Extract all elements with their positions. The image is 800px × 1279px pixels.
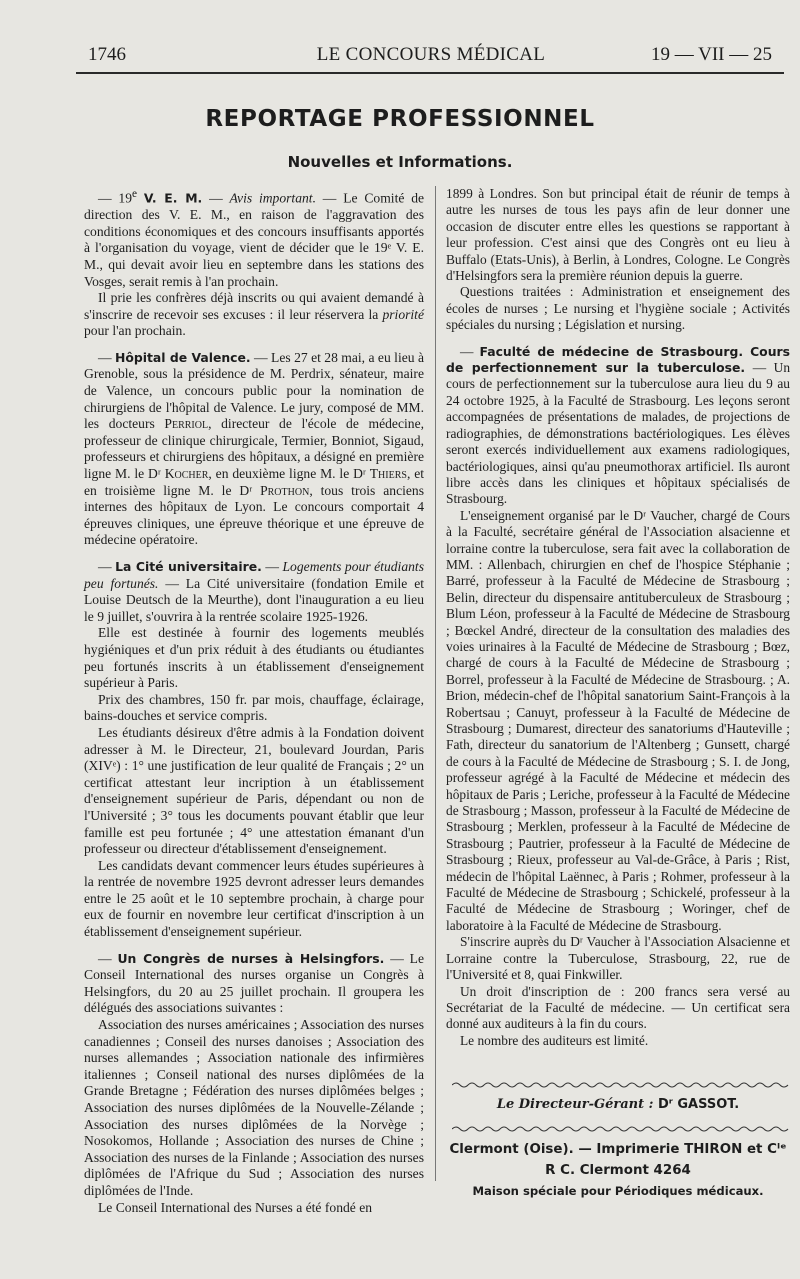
strasbourg-paragraph-2: L'enseignement organisé par le Dʳ Vaucher, chargé de Cours à la Faculté, secrétaire général de l'Association alsacienne et lorraine contre la tuberculose, sera fait avec la collaboration de MM. : Allenbach, chirurgien en chef de l'hospice Stéphanie ; Barré, professeur à la Faculté de Médecine de Strasbourg ; Belin, directeur du dispensaire antituberculeux de Strasbourg ; Blum Léon, professeur à la Faculté de Médecine de Strasbourg ; Bœckel André, directeur de la consultation des maladies des voies urinaires à la Faculté de Médecine de Strasbourg ; Bœz, chargé de cours à la Faculté de Médecine de Strasbourg ; Borrel, professeur à la Faculté de Médecine de Strasbourg. ; A. Brion, médecin-chef de l'hôpital sanatorium Saint-François à la Robertsau ; Canuyt, professeur à la Faculté de Médecine de Strasbourg ; Dumarest, directeur des sanatoriums d'Hauteville ; Fath, directeur du sanatorium de l'Altenberg ; Gunsett, chargé de cours à la Faculté de Médecine de Strasbourg ; S. I. de Jong, professeur agrégé à la Faculté de Médecine et médecin des hôpitaux de Paris ; Leriche, professeur à la Faculté de Médecine de Strasbourg ; Masson, professeur à la Faculté de Médecine de Strasbourg ; Merklen, professeur à la Faculté de Médecine de Strasbourg ; Pautrier, professeur à la Faculté de Médecine de Strasbourg ; Rieux, professeur au Val-de-Grâce, à Paris ; Rist, médecin de l'hôpital Laënnec, à Paris ; Rohmer, professeur à la Faculté de Médecine de Strasbourg ; Schickelé, professeur à la Faculté de Médecine de Strasbourg ; Woringer, chef de laboratoire à la Faculté de Médecine de Strasbourg. (446, 507, 790, 933)
running-header (80, 44, 782, 70)
congres-paragraph-3: Le Conseil International des Nurses a été fondé en (98, 1199, 373, 1215)
wavy-separator-bottom (452, 1124, 790, 1134)
page-number: 1746 (88, 44, 126, 65)
cite-heading: La Cité universitaire. (115, 559, 262, 574)
left-column (84, 186, 424, 1216)
vem-paragraph-2: Il prie les confrères déjà inscrits ou qui avaient demandé à s'inscrire de recevoir ses excuses : il leur réservera la priorité pour l'an prochain. (84, 290, 424, 339)
issue-date: 19 — VII — 25 (650, 44, 772, 65)
registration-line: R C. Clermont 4264 (545, 1163, 691, 1178)
congres-continuation: 1899 à Londres. Son but principal était de réunir de temps à autre les nurses de tous les pays afin de leur donner une occasion de discuter entre elles les questions se rapportant à leur profession. C'est ainsi que des Congrès ont eu lieu à Buffalo (Etats-Unis), à Berlin, à Londres, Cologne. Le Congrès d'Helsingfors sera la première réunion depuis la guerre. (446, 186, 790, 284)
journal-name: LE CONCOURS MÉDICAL (316, 44, 546, 65)
valence-heading: Hôpital de Valence. (115, 349, 251, 365)
strasbourg-paragraph-3: S'inscrire auprès du Dʳ Vaucher à l'Association Alsacienne et Lorraine contre la Tuberculose, Strasbourg, 22, rue de l'Université et 8, quai Finkwiller. (446, 934, 790, 983)
strasbourg-paragraph-5: Le nombre des auditeurs est limité. (460, 1032, 649, 1048)
cite-paragraph-4: Les étudiants désireux d'être admis à la Fondation doivent adresser à M. le Directeur, 21, boulevard Jourdan, Paris (XIVᵉ) : 1° une justification de leur qualité de Français ; 2° un certificat attestant leur incription à un établissement d'enseignement supérieur de Paris, dépendant ou non de l'Université ; 3° tous les documents pouvant établir que leur famille est peu fortunée ; 4° une attestation émanant d'un professeur ou directeur d'établissement d'enseignement. (84, 724, 424, 857)
wavy-separator-top (452, 1080, 790, 1090)
right-column (446, 186, 790, 1049)
vem-article: — 19e V. E. M. — Avis important. — Le Comité de direction des V. E. M., en raison de l'aggravation des conditions économiques et des concours insuffisants apportés à l'organisation du voyage, vient de décider que le 19ᵉ V. E. M., qui devait avoir lieu en septembre dans les stations des Vosges, serait remis à l'an prochain. (84, 188, 425, 289)
section-subtitle: Nouvelles et Informations. (287, 153, 513, 171)
congres-paragraph-2: Association des nurses américaines ; Association des nurses canadiennes ; Conseil des nurses danoises ; Association des nurses allemandes ; Association nationale des infirmières italiennes ; Conseil national des nurses diplômées de la Grande Bretagne ; Fédération des nurses diplômées belges ; Association des nurses diplômées de la Nouvelle-Zélande ; Association des nurses diplômées de la Norvège ; Nosokomos, Hollande ; Association des nurses de Chine ; Association des nurses de la Finlande ; Association des nurses diplômées de l'Afrique du Sud ; Association des nurses diplômées de l'Inde. (84, 1017, 424, 1198)
column-divider (435, 186, 436, 1181)
specialty-line: Maison spéciale pour Périodiques médicaux. (472, 1184, 764, 1198)
congres-article: — Un Congrès de nurses à Helsingfors. — Le Conseil International des nurses organise un Congrès à Helsingfors, du 20 au 25 juillet prochain. Il groupera les délégués des associations suivantes : (84, 950, 425, 1016)
strasbourg-paragraph-4: Un droit d'inscription de : 200 francs sera versé au Secrétariat de la Faculté de médecine. — Un certificat sera donné aux auditeurs à la fin du cours. (446, 983, 790, 1032)
congres-questions: Questions traitées : Administration et enseignement des écoles de nurses ; Le nursing et l'hygiène sociale ; Activités spéciales du nursing ; Législation et nursing. (446, 284, 790, 333)
strasbourg-heading: Faculté de médecine de Strasbourg. Cours de perfectionnement sur la tuberculose. (446, 343, 790, 376)
valence-article: — Hôpital de Valence. — Les 27 et 28 mai, a eu lieu à Grenoble, sous la présidence de M. Perdrix, sénateur, maire de Valence, un concours public pour la nomination de chirurgiens de l'hôpital de Valence. Le jury, composé de MM. les docteurs Perriol, directeur de l'école de médecine, professeur de clinique chirurgicale, Termier, Bonniot, Sigaud, professeurs et chirurgiens des hôpitaux, a désigné en première ligne M. le Dʳ Kocher, en deuxième ligne M. le Dʳ Thiers, et en troisième ligne M. le Dʳ Prothon, tous trois anciens internes des hôpitaux de Lyon. Le concours comportait 4 épreuves cliniques, une épreuve théorique et une épreuve de médecine opératoire. (84, 349, 425, 548)
vem-heading: V. E. M. (143, 190, 203, 206)
header-rule (76, 72, 784, 74)
congres-heading: Un Congrès de nurses à Helsingfors. (117, 950, 385, 966)
cite-paragraph-2: Elle est destinée à fournir des logements meublés hygiéniques et d'un prix réduit à des étudiants ou étudiantes peu fortunés inscrits à un établissement d'enseignement supérieur à Paris. (84, 625, 424, 691)
printer-line: Clermont (Oise). — Imprimerie THIRON et Cᴵᵉ (449, 1142, 787, 1157)
cite-paragraph-5: Les candidats devant commencer leurs études supérieures à la rentrée de novembre 1925 devront adresser leurs demandes entre le 25 août et le 10 septembre prochain, à charge pour eux de fournir en novembre leur certificat d'inscription à un établissement d'enseignement supérieur. (84, 857, 424, 940)
cite-paragraph-3: Prix des chambres, 150 fr. par mois, chauffage, éclairage, bains-douches et service compris. (84, 691, 424, 724)
page-title: REPORTAGE PROFESSIONNEL (205, 106, 595, 132)
publisher-credit: Le Directeur-Gérant : Dʳ GASSOT. (496, 1097, 740, 1112)
strasbourg-article: — Faculté de médecine de Strasbourg. Cours de perfectionnement sur la tuberculose. — Un cours de perfectionnement sur la tuberculose aura lieu du 9 au 24 octobre 1925, à la Faculté de Strasbourg. Les leçons seront accompagnées de présentations de malades, de projections de radiographies, de démonstrations bactériologiques. Les élèves seront exercés individuellement aux examens radiologiques, bactériologiques, ainsi qu'au pneumothorax artificiel. Ils auront libre accès dans les cliniques et hôpitaux spécialisés de Strasbourg. (446, 343, 791, 507)
cite-article: — La Cité universitaire. — Logements pour étudiants peu fortunés. — La Cité universitaire (fondation Emile et Louise Deutsch de la Meurthe), dont l'inauguration a eu lieu le 9 juillet, s'ouvrira à la rentrée scolaire 1925-1926. (84, 559, 425, 624)
